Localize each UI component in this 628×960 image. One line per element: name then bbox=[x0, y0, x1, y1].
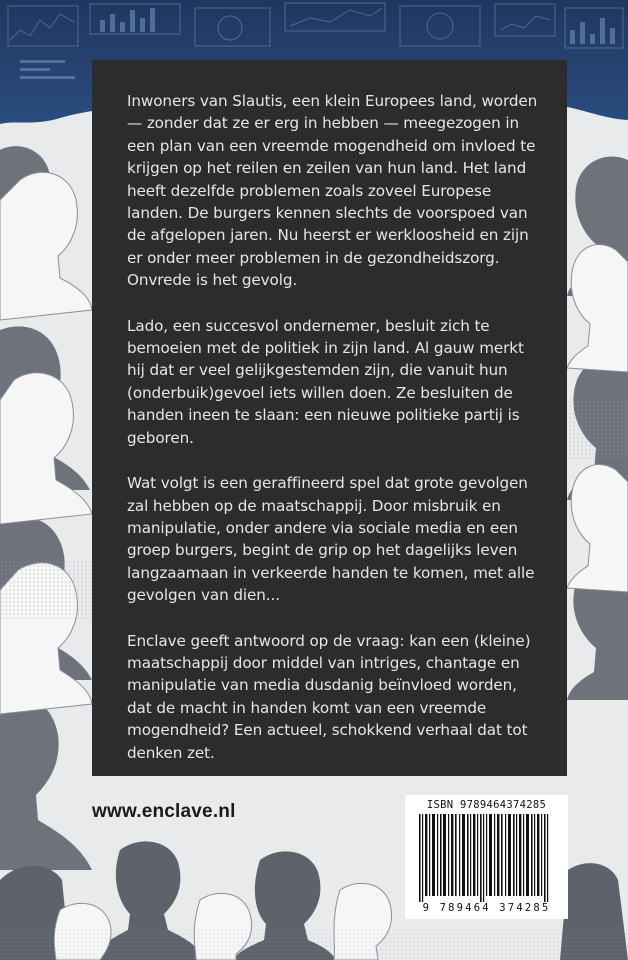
website-url: www.enclave.nl bbox=[92, 801, 236, 822]
isbn-label: ISBN 9789464374285 bbox=[426, 799, 547, 811]
synopsis-panel bbox=[92, 60, 567, 776]
barcode-digits: 9 789464 374285 bbox=[422, 902, 551, 914]
synopsis-paragraph-4: Enclave geeft antwoord op de vraag: kan een (kleine) maatschappij door middel van intriges, chantage en manipulatie van media dusdanig beïnvloed worden, dat de macht in handen komt van een vreemde mogendheid? Een actueel, schokkend verhaal dat tot denken zet. bbox=[127, 631, 531, 762]
barcode-bars bbox=[413, 814, 560, 902]
isbn-barcode bbox=[405, 795, 568, 919]
synopsis-paragraph-2: Lado, een succesvol ondernemer, besluit zich te bemoeien met de politiek in zijn land. Al gauw merkt hij dat er veel gelijkgestemden zijn, die vanuit hun (onderbuik)gevoel iets willen doen. Ze besluiten de handen ineen te slaan: een nieuwe politieke partij is geboren. bbox=[127, 316, 524, 447]
synopsis-paragraph-3: Wat volgt is een geraffineerd spel dat grote gevolgen zal hebben op de maatschappij. Door misbruik en manipulatie, onder andere via sociale media en een groep burgers, begint de grip op het dagelijks leven langzaamaan in verkeerde handen te komen, met alle gevolgen van dien... bbox=[127, 474, 535, 605]
synopsis-paragraph-1: Inwoners van Slautis, een klein Europees land, worden — zonder dat ze er erg in hebben — meegezogen in een plan van een vreemde mogendheid om invloed te krijgen op het reilen en zeilen van hun land. Het land heeft dezelfde problemen zoals zoveel Europese landen. De burgers kennen slechts de voorspoed van de afgelopen jaren. Nu heerst er werkloosheid en zijn er onder meer problemen in de gezondheidszorg. Onvrede is het gevolg. bbox=[127, 92, 538, 290]
